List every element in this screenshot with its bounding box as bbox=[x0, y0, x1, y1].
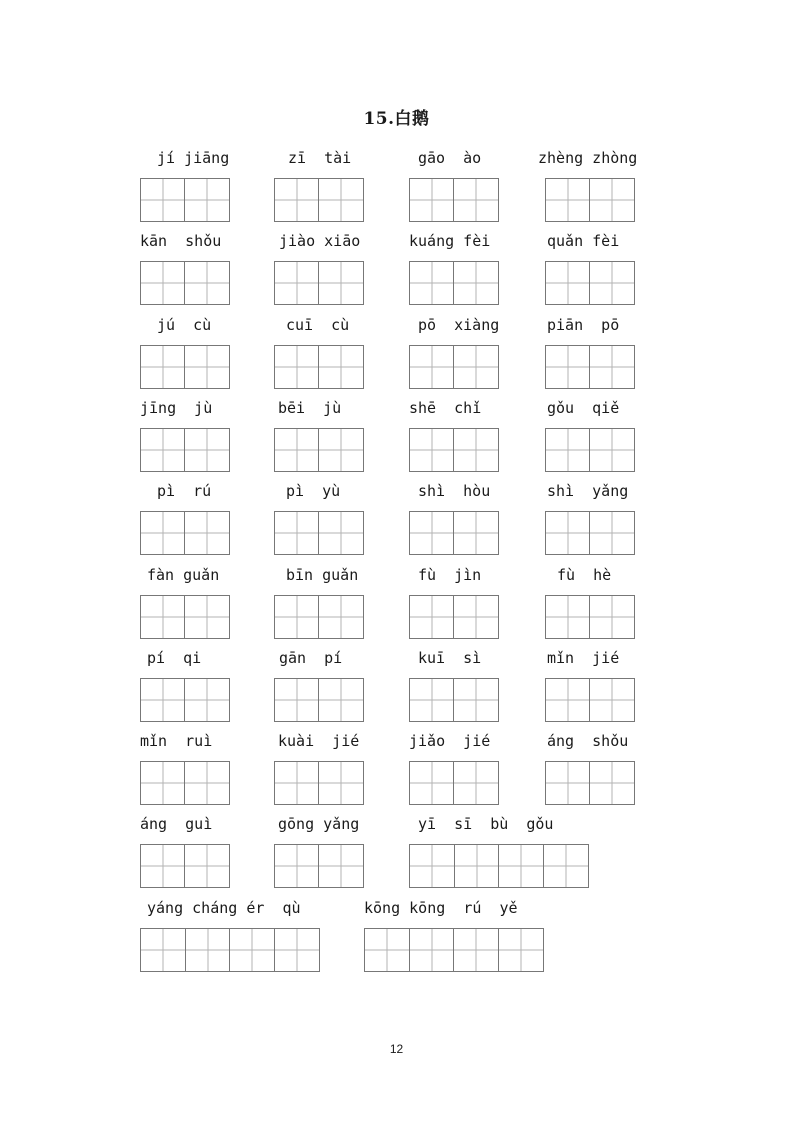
writing-grid bbox=[409, 761, 499, 805]
writing-cell[interactable] bbox=[141, 512, 185, 554]
writing-cell[interactable] bbox=[499, 929, 543, 971]
writing-cell[interactable] bbox=[544, 845, 588, 887]
pinyin-label: pì yù bbox=[286, 482, 341, 500]
writing-cell[interactable] bbox=[546, 596, 590, 638]
writing-cell[interactable] bbox=[454, 762, 498, 804]
writing-cell[interactable] bbox=[546, 512, 590, 554]
writing-cell[interactable] bbox=[319, 512, 363, 554]
writing-cell[interactable] bbox=[141, 762, 185, 804]
writing-cell[interactable] bbox=[141, 845, 185, 887]
pinyin-label: cuī cù bbox=[286, 316, 350, 334]
writing-cell[interactable] bbox=[141, 346, 185, 388]
writing-cell[interactable] bbox=[546, 346, 590, 388]
writing-grid bbox=[409, 178, 499, 222]
pinyin-label: kōng kōng rú yě bbox=[364, 899, 518, 917]
pinyin-label: jiào xiāo bbox=[279, 232, 361, 250]
writing-grid bbox=[274, 678, 364, 722]
writing-cell[interactable] bbox=[590, 179, 634, 221]
writing-cell[interactable] bbox=[275, 929, 319, 971]
pinyin-label: jí jiāng bbox=[157, 149, 230, 167]
writing-cell[interactable] bbox=[185, 346, 229, 388]
writing-grid bbox=[545, 761, 635, 805]
writing-cell[interactable] bbox=[319, 262, 363, 304]
writing-cell[interactable] bbox=[185, 262, 229, 304]
writing-cell[interactable] bbox=[590, 762, 634, 804]
writing-grid bbox=[364, 928, 544, 972]
writing-cell[interactable] bbox=[275, 512, 319, 554]
writing-grid bbox=[545, 345, 635, 389]
writing-cell[interactable] bbox=[590, 596, 634, 638]
pinyin-label: zī tài bbox=[288, 149, 352, 167]
writing-grid bbox=[409, 678, 499, 722]
pinyin-label: yī sī bù gǒu bbox=[418, 815, 554, 833]
writing-grid bbox=[409, 844, 589, 888]
page-title: 15.白鹅 bbox=[363, 109, 430, 129]
pinyin-label: gān pí bbox=[279, 649, 343, 667]
pinyin-label: yáng cháng ér qù bbox=[147, 899, 301, 917]
writing-cell[interactable] bbox=[275, 346, 319, 388]
writing-cell[interactable] bbox=[185, 679, 229, 721]
writing-grid bbox=[140, 678, 230, 722]
writing-grid bbox=[140, 844, 230, 888]
pinyin-label: pì rú bbox=[157, 482, 212, 500]
writing-cell[interactable] bbox=[546, 679, 590, 721]
pinyin-label: fù hè bbox=[557, 566, 612, 584]
writing-cell[interactable] bbox=[410, 262, 454, 304]
writing-cell[interactable] bbox=[319, 429, 363, 471]
pinyin-label: kān shǒu bbox=[140, 232, 222, 250]
writing-cell[interactable] bbox=[141, 262, 185, 304]
writing-cell[interactable] bbox=[275, 596, 319, 638]
writing-cell[interactable] bbox=[185, 512, 229, 554]
writing-cell[interactable] bbox=[275, 179, 319, 221]
writing-cell[interactable] bbox=[141, 596, 185, 638]
writing-cell[interactable] bbox=[546, 179, 590, 221]
pinyin-label: gǒu qiě bbox=[547, 399, 620, 417]
writing-grid bbox=[545, 511, 635, 555]
writing-cell[interactable] bbox=[499, 845, 544, 887]
writing-grid bbox=[274, 261, 364, 305]
writing-cell[interactable] bbox=[590, 679, 634, 721]
pinyin-label: mǐn ruì bbox=[140, 732, 213, 750]
writing-cell[interactable] bbox=[546, 762, 590, 804]
writing-cell[interactable] bbox=[590, 346, 634, 388]
writing-grid bbox=[409, 511, 499, 555]
writing-cell[interactable] bbox=[454, 929, 499, 971]
writing-cell[interactable] bbox=[590, 429, 634, 471]
pinyin-label: pō xiàng bbox=[418, 316, 500, 334]
writing-cell[interactable] bbox=[454, 596, 498, 638]
writing-grid bbox=[140, 761, 230, 805]
pinyin-label: kuī sì bbox=[418, 649, 482, 667]
pinyin-label: áng guì bbox=[140, 815, 213, 833]
writing-cell[interactable] bbox=[410, 679, 454, 721]
pinyin-label: kuài jié bbox=[278, 732, 360, 750]
writing-cell[interactable] bbox=[141, 929, 186, 971]
writing-cell[interactable] bbox=[141, 679, 185, 721]
writing-cell[interactable] bbox=[275, 262, 319, 304]
writing-grid bbox=[409, 261, 499, 305]
writing-cell[interactable] bbox=[454, 429, 498, 471]
pinyin-label: bīn guǎn bbox=[286, 566, 359, 584]
writing-cell[interactable] bbox=[410, 346, 454, 388]
writing-cell[interactable] bbox=[141, 179, 185, 221]
writing-cell[interactable] bbox=[319, 679, 363, 721]
pinyin-label: mǐn jié bbox=[547, 649, 620, 667]
writing-cell[interactable] bbox=[319, 179, 363, 221]
writing-grid bbox=[140, 595, 230, 639]
pinyin-label: fàn guǎn bbox=[147, 566, 220, 584]
pinyin-label: bēi jù bbox=[278, 399, 342, 417]
writing-cell[interactable] bbox=[546, 429, 590, 471]
writing-cell[interactable] bbox=[319, 845, 363, 887]
writing-cell[interactable] bbox=[365, 929, 410, 971]
pinyin-label: áng shǒu bbox=[547, 732, 629, 750]
pinyin-label: fù jìn bbox=[418, 566, 482, 584]
writing-cell[interactable] bbox=[185, 179, 229, 221]
writing-grid bbox=[140, 345, 230, 389]
writing-cell[interactable] bbox=[185, 762, 229, 804]
writing-cell[interactable] bbox=[454, 679, 498, 721]
writing-grid bbox=[140, 428, 230, 472]
pinyin-label: kuáng fèi bbox=[409, 232, 491, 250]
writing-grid bbox=[140, 261, 230, 305]
writing-grid bbox=[545, 595, 635, 639]
writing-cell[interactable] bbox=[319, 346, 363, 388]
writing-grid bbox=[274, 511, 364, 555]
writing-cell[interactable] bbox=[275, 762, 319, 804]
writing-cell[interactable] bbox=[410, 845, 455, 887]
writing-grid bbox=[409, 345, 499, 389]
writing-cell[interactable] bbox=[275, 845, 319, 887]
writing-cell[interactable] bbox=[275, 679, 319, 721]
writing-grid bbox=[140, 928, 320, 972]
pinyin-label: gōng yǎng bbox=[278, 815, 360, 833]
writing-grid bbox=[274, 761, 364, 805]
writing-grid bbox=[274, 178, 364, 222]
writing-grid bbox=[140, 178, 230, 222]
writing-grid bbox=[545, 678, 635, 722]
pinyin-label: gāo ào bbox=[418, 149, 482, 167]
pinyin-label: quǎn fèi bbox=[547, 232, 620, 250]
writing-cell[interactable] bbox=[230, 929, 275, 971]
writing-grid bbox=[545, 261, 635, 305]
writing-grid bbox=[409, 428, 499, 472]
writing-cell[interactable] bbox=[590, 512, 634, 554]
pinyin-label: jú cù bbox=[157, 316, 212, 334]
writing-cell[interactable] bbox=[410, 596, 454, 638]
writing-cell[interactable] bbox=[455, 845, 500, 887]
writing-cell[interactable] bbox=[454, 346, 498, 388]
writing-grid bbox=[274, 345, 364, 389]
writing-grid bbox=[274, 595, 364, 639]
writing-cell[interactable] bbox=[185, 845, 229, 887]
writing-cell[interactable] bbox=[454, 179, 498, 221]
writing-cell[interactable] bbox=[546, 262, 590, 304]
writing-cell[interactable] bbox=[185, 596, 229, 638]
writing-grid bbox=[274, 428, 364, 472]
writing-cell[interactable] bbox=[185, 429, 229, 471]
writing-grid bbox=[274, 844, 364, 888]
writing-cell[interactable] bbox=[141, 429, 185, 471]
writing-cell[interactable] bbox=[410, 762, 454, 804]
writing-cell[interactable] bbox=[590, 262, 634, 304]
writing-cell[interactable] bbox=[410, 429, 454, 471]
writing-grid bbox=[545, 178, 635, 222]
writing-cell[interactable] bbox=[410, 929, 455, 971]
pinyin-label: pí qi bbox=[147, 649, 202, 667]
writing-cell[interactable] bbox=[454, 262, 498, 304]
writing-cell[interactable] bbox=[454, 512, 498, 554]
writing-cell[interactable] bbox=[410, 512, 454, 554]
pinyin-label: piān pō bbox=[547, 316, 620, 334]
pinyin-label: jīng jù bbox=[140, 399, 213, 417]
writing-cell[interactable] bbox=[319, 596, 363, 638]
pinyin-label: jiǎo jié bbox=[409, 732, 491, 750]
writing-grid bbox=[140, 511, 230, 555]
pinyin-label: zhèng zhòng bbox=[538, 149, 638, 167]
pinyin-label: shē chǐ bbox=[409, 399, 482, 417]
writing-cell[interactable] bbox=[275, 429, 319, 471]
pinyin-label: shì hòu bbox=[418, 482, 491, 500]
writing-cell[interactable] bbox=[410, 179, 454, 221]
writing-cell[interactable] bbox=[186, 929, 231, 971]
writing-grid bbox=[409, 595, 499, 639]
writing-grid bbox=[545, 428, 635, 472]
writing-cell[interactable] bbox=[319, 762, 363, 804]
page-number: 12 bbox=[389, 1042, 404, 1056]
pinyin-label: shì yǎng bbox=[547, 482, 629, 500]
